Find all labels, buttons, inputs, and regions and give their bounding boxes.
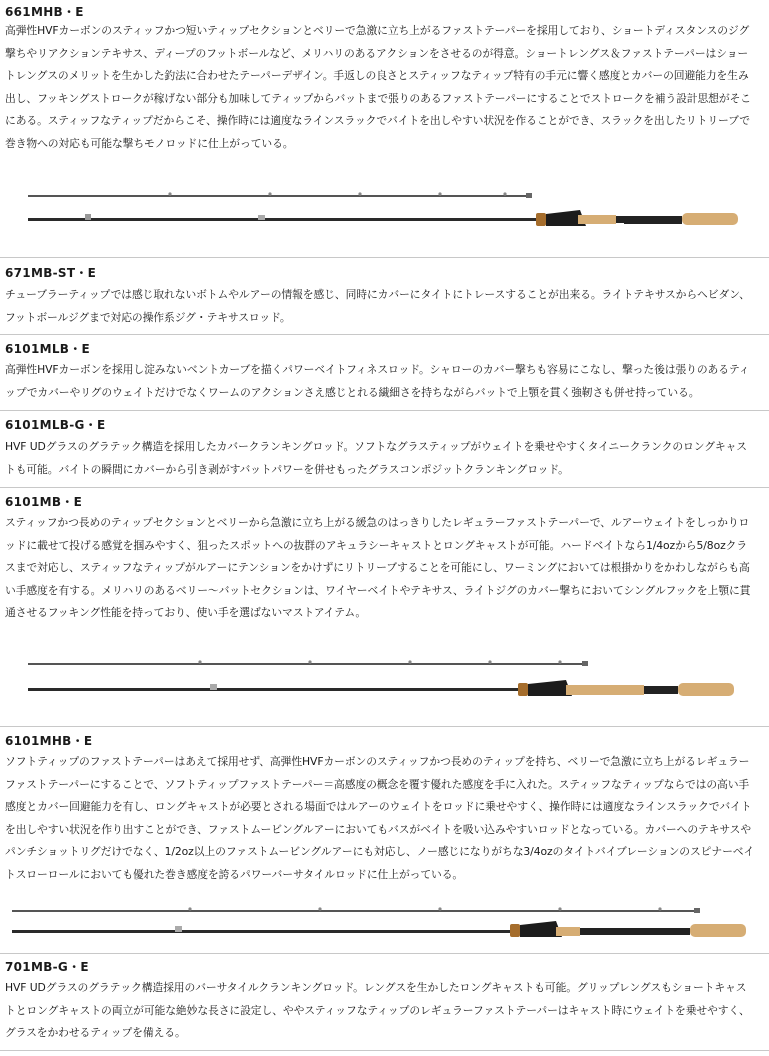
model-title: 6101MHB・E <box>5 734 93 748</box>
divider <box>0 487 769 488</box>
model-title: 671MB-ST・E <box>5 266 97 280</box>
divider <box>0 334 769 335</box>
divider <box>0 726 769 727</box>
model-description: 高弾性HVFカーボンを採用し淀みないベントカーブを描くパワーベイトフィネスロッド。シャローのカバー撃ちも容易にこなし、撃った後は張りのあるティップでカバーやリグのウェイトだけでなくワームのアクションさえ感じとれる繊細さを持ちながらバットで上顎を貫く強靭さも併せ持っている。 <box>5 363 750 399</box>
model-title: 6101MLB-G・E <box>5 418 106 432</box>
divider <box>0 953 769 954</box>
model-description: 高弾性HVFカーボンのスティッフかつ短いティップセクションとベリーで急激に立ち上がるファストテーパーを採用しており、ショートディスタンスのジグ撃ちやリアクションテキサス、ディープのフットボールなど、メリハリのあるアクションをさせるのが得意。ショートレングス＆ファストテーパーはショートレングスのメリットを生かした釣法に合わせたテーパーデザイン。手返しの良さとスティッフなティップ特有の手元に響く感度とカバーの回避能力を生み出し、フッキングストロークが稼げない部分も加味してティップからバットまで張りのあるファストテーパーにすることでストロークを補う設計思想がそこにある。スティッフなティップだからこそ、操作時には適度なラインスラックでバイトを出しやすい状況を作ることができ、スラックを出したリトリーブで巻き物への対応も可能な撃ちモノロッドに仕上がっている。 <box>5 24 751 150</box>
model-description: チューブラーティップでは感じ取れないボトムやルアーの情報を感じ、同時にカバーにタイトにトレースすることが出来る。ライトテキサスからヘビダン、フットボールジグまで対応の操作系ジグ・テキサスロッド。 <box>5 288 750 324</box>
divider <box>0 410 769 411</box>
rod-image-6101mhb <box>0 900 769 950</box>
model-title: 701MB-G・E <box>5 960 89 974</box>
model-description: ソフトティップのファストテーパーはあえて採用せず、高弾性HVFカーボンのスティッフかつ長めのティップを持ち、ベリーで急激に立ち上がるレギュラーファストテーパーにすることで、ソフトティップファストテーパー＝高感度の概念を覆す優れた感度を手に入れた。スティッフなティップならではの高い手感度とカバー回避能力を有し、ロングキャストが必要とされる場面ではルアーのウェイトをロッドに乗せやすく、操作時には適度なラインスラックでバイトを出しやすい状況を作り出すことができ、ファストムービングルアーにおいてもバスがベイトを吸い込みやすいロッドとなっている。カバーへのテキサスやパンチショットリグだけでなく、1/2oz以上のファストムービングルアーにも対応し、ノー感じになりがちな3/4ozのタイトバイブレーションのスピナーベイトスローロールにおいても優れた巻き感度を誇るパワーバーサタイルロッドに仕上がっている。 <box>5 755 755 881</box>
model-title: 6101MLB・E <box>5 342 91 356</box>
model-title: 661MHB・E <box>5 5 84 19</box>
model-description: HVF UDグラスのグラテック構造を採用したカバークランキングロッド。ソフトなグラスティップがウェイトを乗せやすくタイニークランクのロングキャストも可能。バイトの瞬間にカバーから引き剥がすバットパワーを併せもったグラスコンポジットクランキングロッド。 <box>5 440 747 476</box>
divider <box>0 1050 769 1051</box>
model-description: HVF UDグラスのグラテック構造採用のバーサタイルクランキングロッド。レングスを生かしたロングキャストも可能。グリップレングスもショートキャストとロングキャストの両立が可能な絶妙な長さに設定し、ややスティッフなティップのレギュラーファストテーパーはキャスト時にウェイトを乗せやすく、グラスをかわせるティップを備える。 <box>5 981 750 1040</box>
model-description: スティッフかつ長めのティップセクションとベリーから急激に立ち上がる緩急のはっきりしたレギュラーファストテーパーで、ルアーウェイトをしっかりロッドに載せて投げる感覚を掴みやすく、狙ったスポットへの抜群のアキュラシーキャストとロングキャストが可能。ハードベイトなら1/4ozから5/8ozクラスまで対応し、スティッフなティップがルアーにテンションをかけずにリトリーブすることを可能にし、ワーミングにおいては根掛かりをかわしながらも高い手感度を有する。メリハリのあるベリー～バットセクションは、ワイヤーベイトやテキサス、ライトジグのカバー撃ちにおいてシングルフックを上顎に貫通させるフッキング性能を持っており、使い手を選ばないマストアイテム。 <box>5 516 751 620</box>
divider <box>0 257 769 258</box>
rod-image-661mhb <box>0 180 769 236</box>
rod-image-6101mb <box>0 652 769 704</box>
model-title: 6101MB・E <box>5 495 83 509</box>
